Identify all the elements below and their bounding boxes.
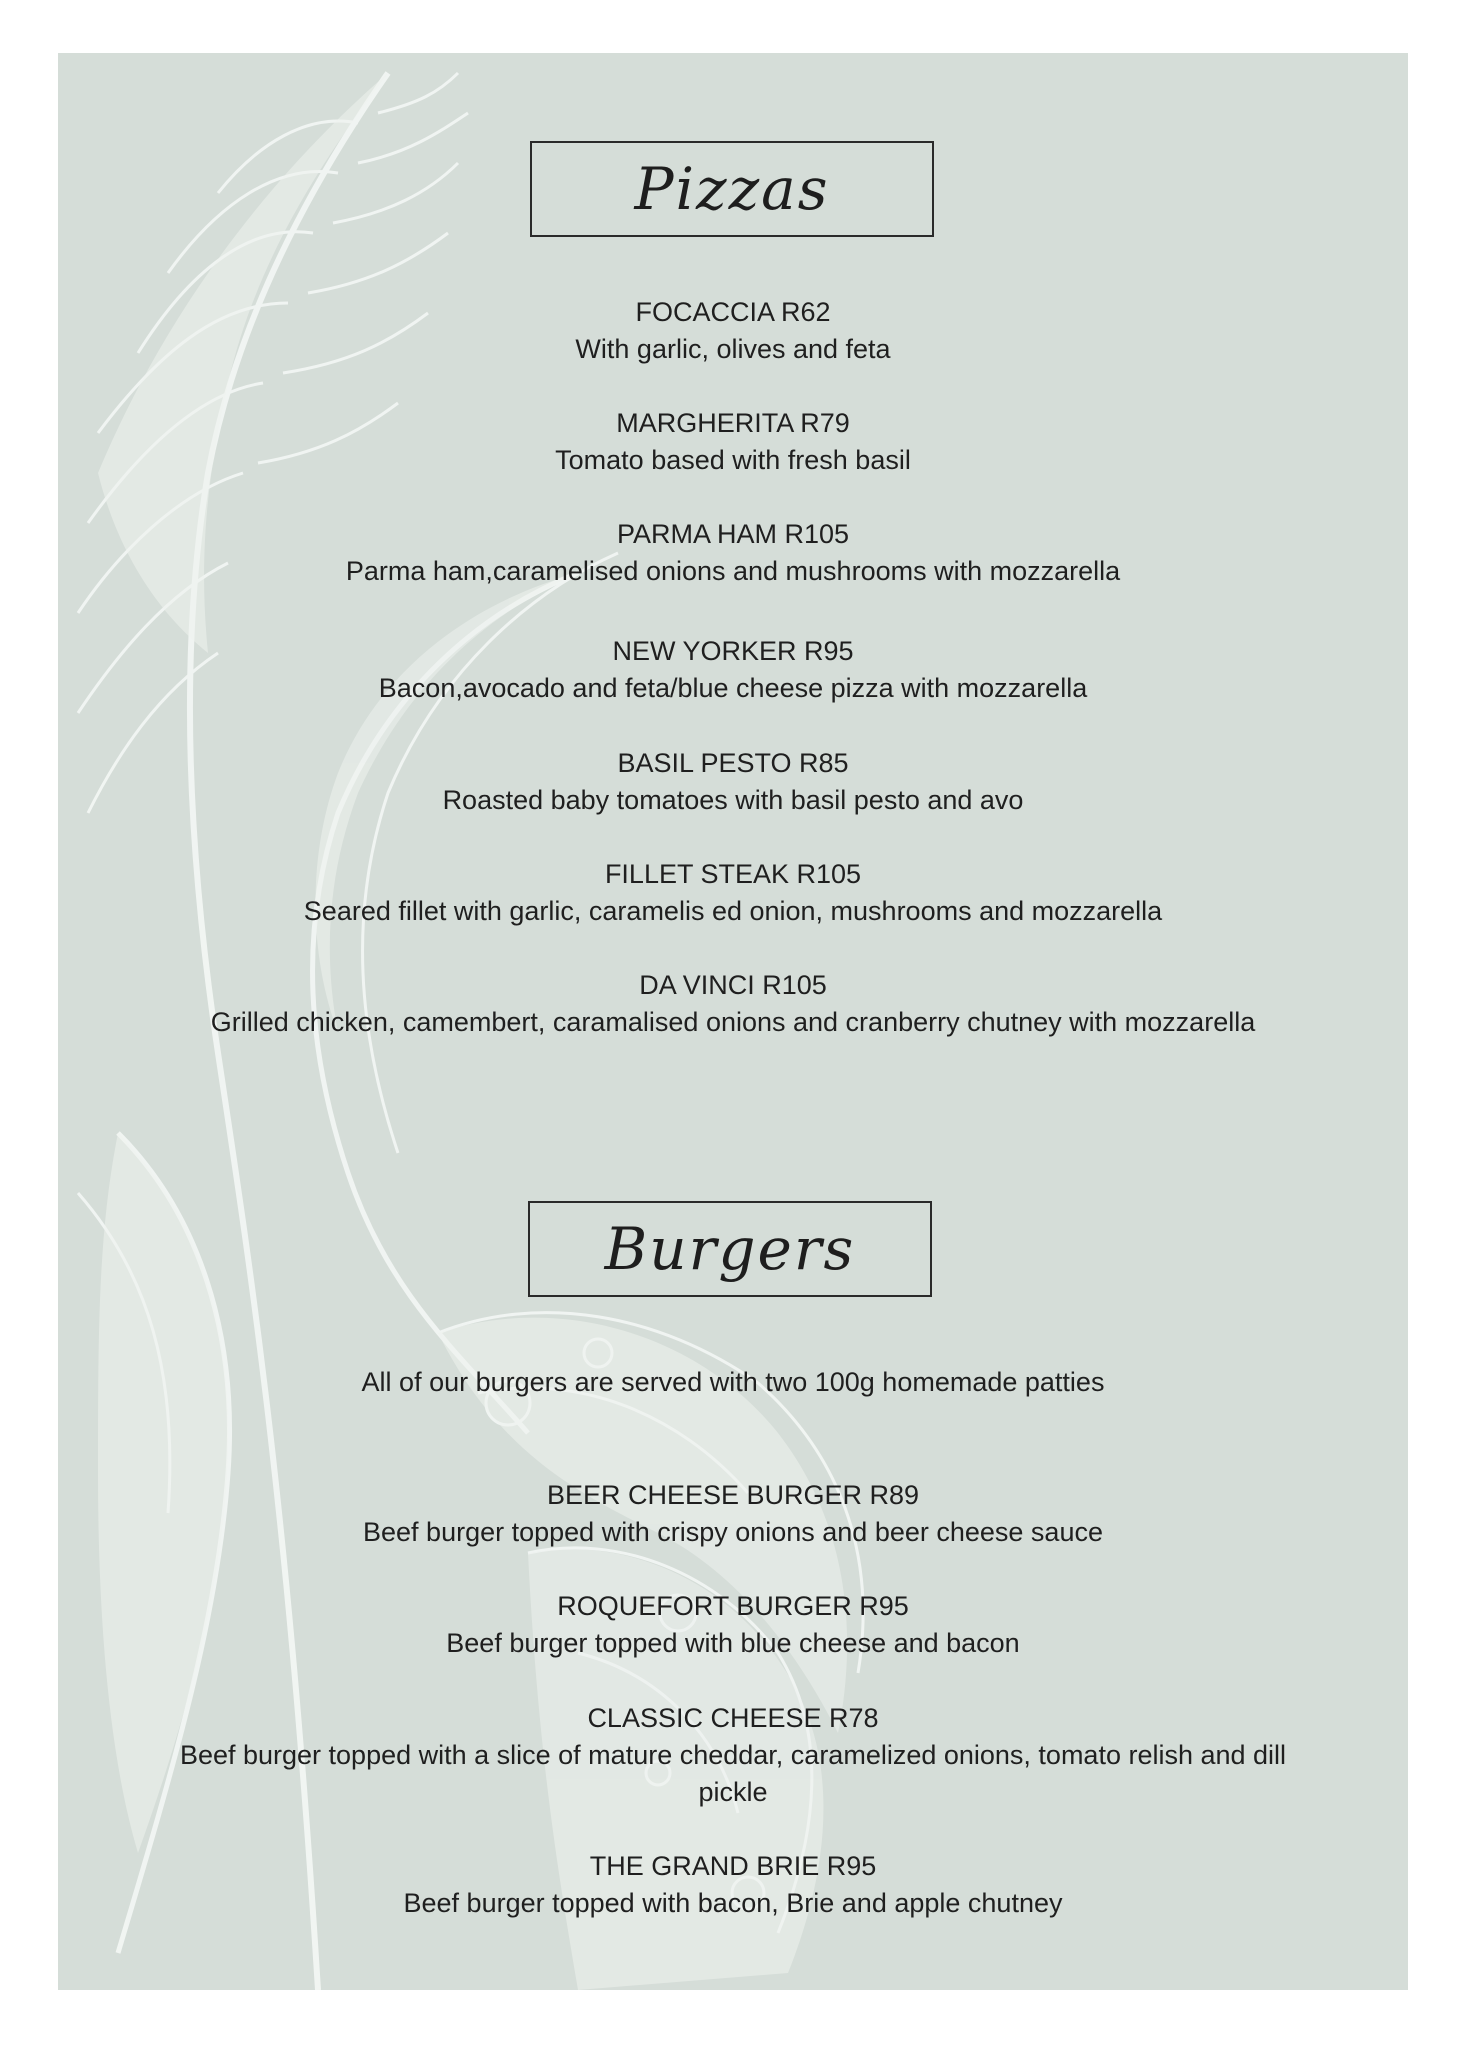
menu-item [58,1588,1408,1662]
item-description: Bacon,avocado and feta/blue cheese pizza with mozzarella [378,673,1088,703]
item-description: Roasted baby tomatoes with basil pesto and avo [442,785,1024,815]
item-description: Beef burger topped with blue cheese and bacon [446,1628,1020,1658]
item-name: CLASSIC CHEESE R78 [587,1703,879,1733]
menu-item [58,516,1408,590]
item-name: BASIL PESTO R85 [617,748,849,778]
menu-item [58,405,1408,479]
menu-item [58,294,1408,368]
item-description: With garlic, olives and feta [575,334,891,364]
item-name: THE GRAND BRIE R95 [589,1851,877,1881]
burgers-title-box [528,1201,932,1297]
menu-item [58,967,1408,1041]
menu-item [58,633,1408,707]
pizzas-title-box [530,141,934,237]
item-name: PARMA HAM R105 [616,519,850,549]
item-description: Beef burger topped with a slice of mature cheddar, caramelized onions, tomato relish and dill [179,1740,1287,1770]
item-name: NEW YORKER R95 [612,636,854,666]
menu-item [58,1848,1408,1922]
pizzas-title: Pizzas [634,155,830,223]
menu-item [58,1477,1408,1551]
menu-panel [58,53,1408,1990]
item-name: ROQUEFORT BURGER R95 [557,1591,909,1621]
item-description: Beef burger topped with bacon, Brie and apple chutney [403,1888,1063,1918]
item-description: Parma ham,caramelised onions and mushrooms with mozzarella [345,556,1121,586]
item-name: FILLET STEAK R105 [604,859,862,889]
menu-content [58,53,1408,1990]
item-description: Seared fillet with garlic, caramelis ed onion, mushrooms and mozzarella [303,896,1163,926]
item-name: DA VINCI R105 [639,970,827,1000]
item-name: BEER CHEESE BURGER R89 [546,1480,920,1510]
item-name: FOCACCIA R62 [635,297,831,327]
burgers-title: Burgers [604,1215,856,1283]
item-description-continued: pickle [698,1777,768,1807]
item-description: Tomato based with fresh basil [555,445,911,475]
menu-item [58,856,1408,930]
menu-item [58,745,1408,819]
item-description: Beef burger topped with crispy onions and beer cheese sauce [363,1517,1103,1547]
item-description: Grilled chicken, camembert, caramalised onions and cranberry chutney with mozzarella [210,1007,1256,1037]
burgers-note: All of our burgers are served with two 100g homemade patties [361,1367,1105,1397]
menu-item [58,1700,1408,1811]
item-name: MARGHERITA R79 [616,408,850,438]
